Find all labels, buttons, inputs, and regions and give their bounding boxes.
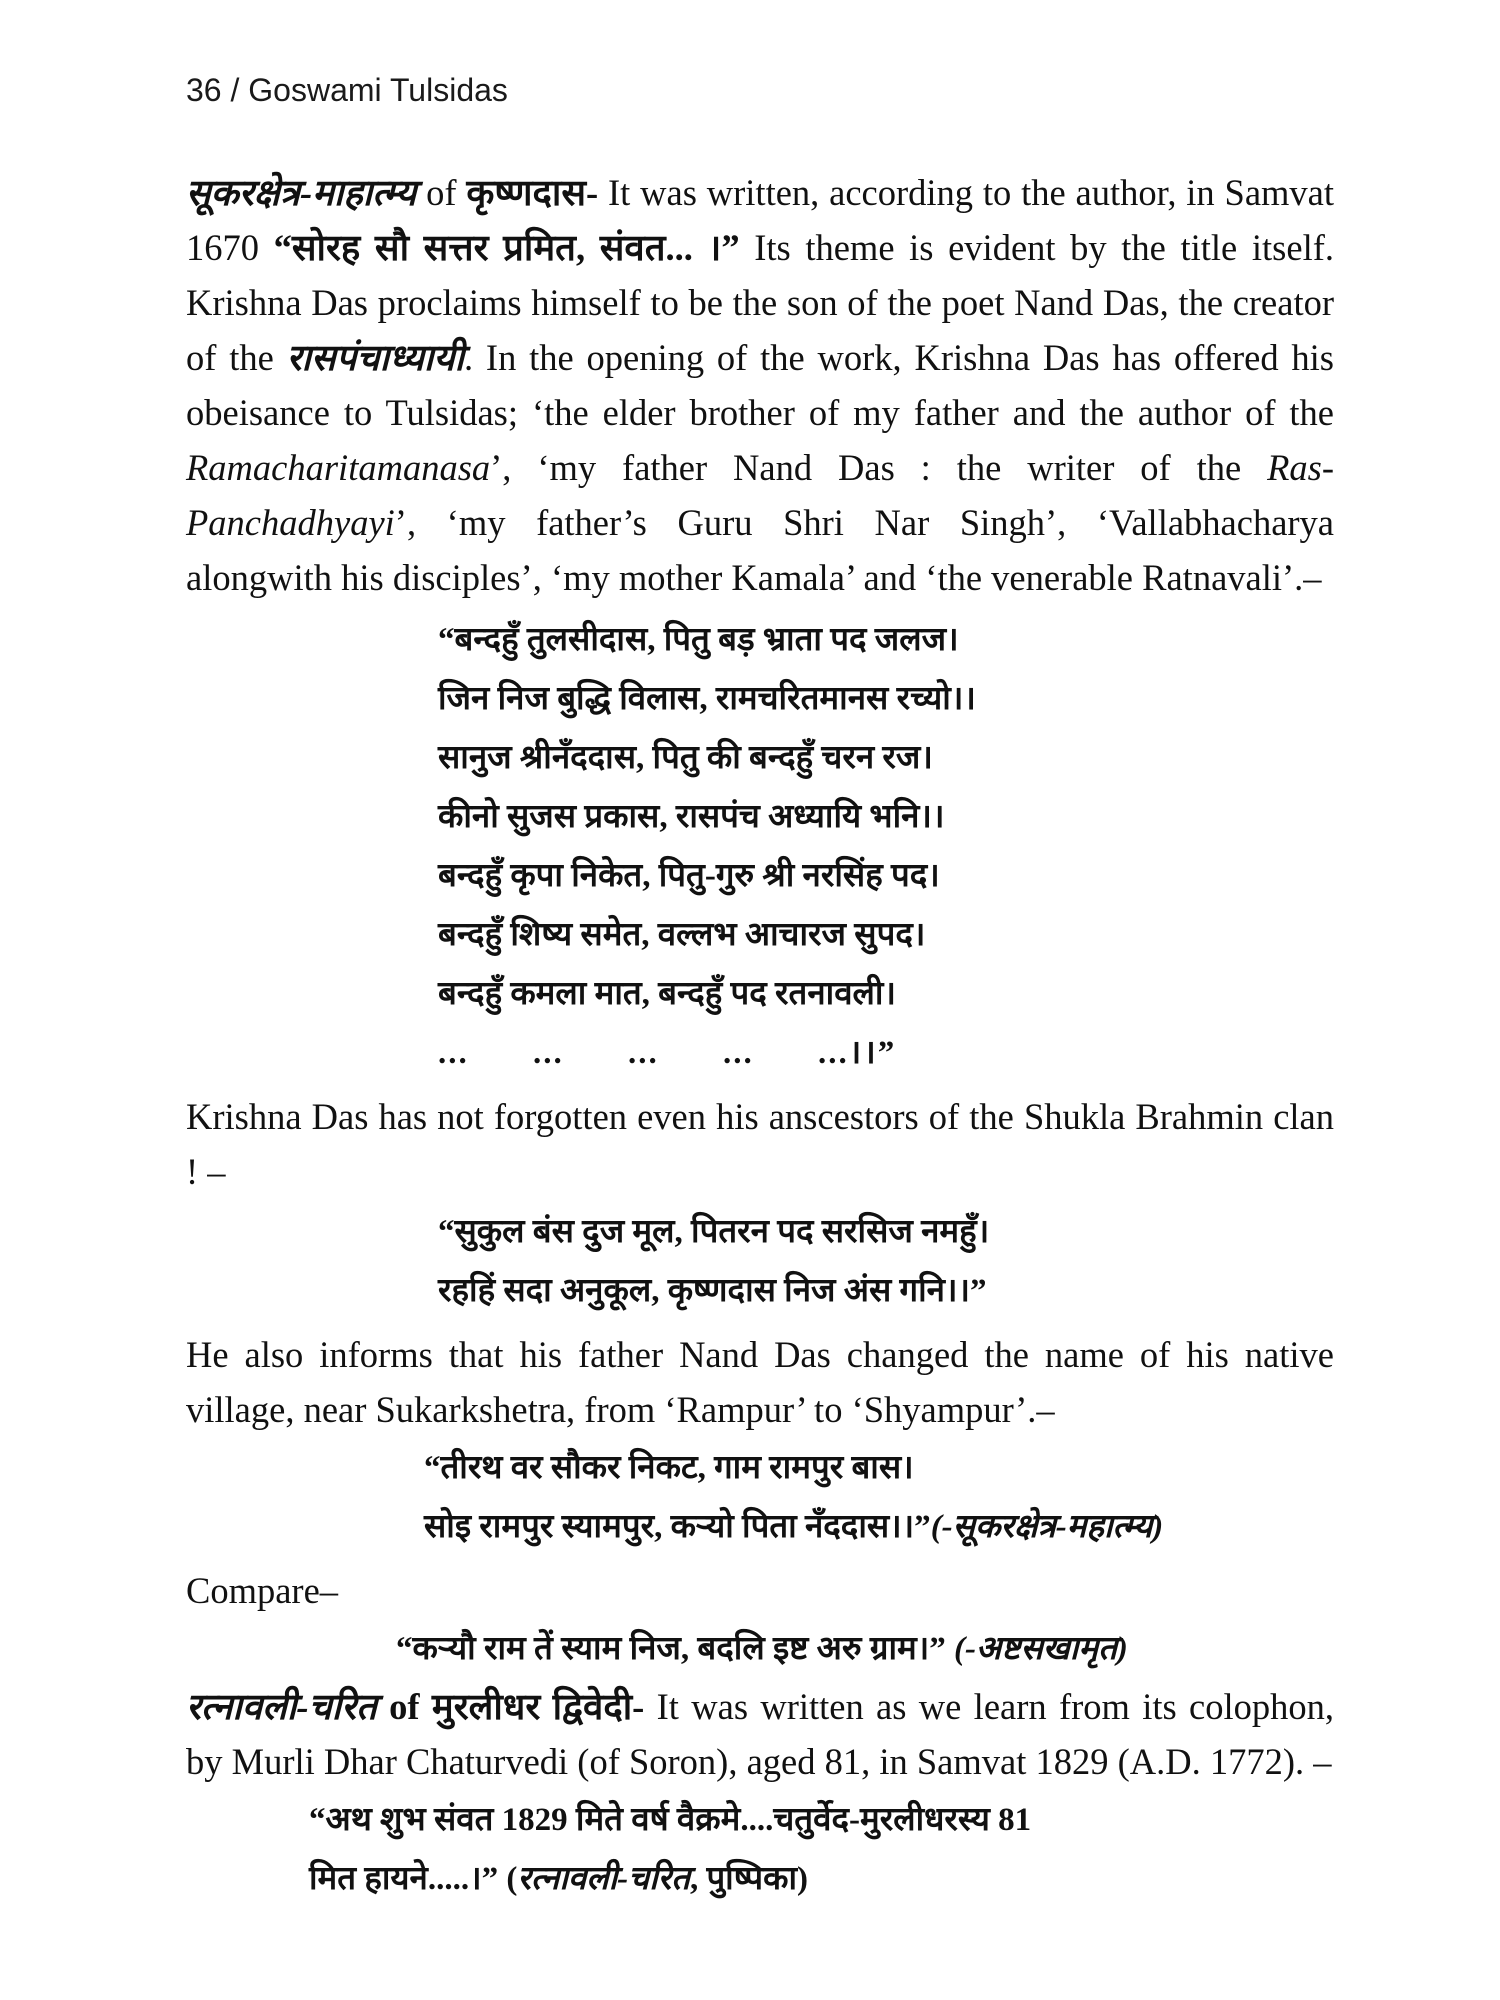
verse-line: बन्दहुँ कृपा निकेत, पितु-गुरु श्री नरसिंह पद।	[438, 858, 940, 894]
paragraph-sukarkshetra	[186, 165, 1334, 605]
paragraph-ratnavali	[186, 1679, 1334, 1789]
verse-line: कीनो सुजस प्रकास, रासपंच अध्यायि भनि।।	[438, 799, 945, 835]
verse-line: सानुज श्रीनँददास, पितु की बन्दहुँ चरन रज।	[438, 740, 933, 776]
verse-line: रहहिं सदा अनुकूल, कृष्णदास निज अंस गनि।।”	[438, 1273, 987, 1309]
of-word: of	[376, 1686, 432, 1727]
page-body	[186, 165, 1334, 1909]
verse-text: मित हायने.....।”	[309, 1861, 499, 1897]
verse-line: जिन निज बुद्धि विलास, रामचरितमानस रच्यो।।	[438, 681, 976, 717]
verse-text: “कर्‍यौ राम तें स्याम निज, बदलि इष्ट अरु ग्राम।”	[396, 1631, 946, 1667]
verse-line: बन्दहुँ शिष्य समेत, वल्लभ आचारज सुपद।	[438, 917, 926, 953]
verse-block-3	[424, 1439, 1334, 1557]
author-name-hindi: मुरलीधर द्विवेदी-	[431, 1686, 645, 1727]
verse-source: (-अष्टसखामृत)	[954, 1631, 1128, 1667]
verse-line: “सुकुल बंस दुज मूल, पितरन पद सरसिज नमहुँ।	[438, 1214, 990, 1250]
work-title-italic: Ras-Panchadhyayi	[186, 447, 1334, 543]
author-name-hindi: कृष्णदास-	[466, 172, 599, 213]
verse-line: बन्दहुँ कमला मात, बन्दहुँ पद रतनावली।	[438, 976, 896, 1012]
text-segment: ’, ‘my father Nand Das : the writer of the	[490, 447, 1268, 488]
inline-quote-hindi: “सोरह सौ सत्तर प्रमित, संवत... ।”	[273, 227, 740, 268]
verse-block-5	[309, 1791, 1334, 1909]
verse-source-rest: , पुष्पिका)	[689, 1861, 808, 1897]
paragraph-village: He also informs that his father Nand Das changed the name of his native village, near Sukarkshetra, from ‘Rampur’ to ‘Shyampur’.–	[186, 1334, 1334, 1430]
text-segment: . In the opening of the work, Krishna Das has offered his obeisance to Tulsidas; ‘the elder brother of my father and the author of the	[186, 337, 1334, 433]
text-segment: Its theme is evident by the title itself. Krishna Das proclaims himself to be the son of the poet Nand Das, the creator of the	[186, 227, 1334, 378]
verse-source-title: रत्नावली-चरित	[517, 1861, 690, 1897]
running-head: 36 / Goswami Tulsidas	[186, 72, 508, 108]
verse-line: “अथ शुभ संवत 1829 मिते वर्ष वैक्रमे....चतुर्वेद-मुरलीधरस्य 81	[309, 1802, 1032, 1838]
work-title-hindi: रत्नावली-चरित	[186, 1686, 377, 1727]
verse-line: “तीरथ वर सौकर निकट, गाम रामपुर बास।	[424, 1450, 914, 1486]
verse-block-4	[396, 1620, 1334, 1679]
verse-line	[309, 1850, 1334, 1909]
text-segment: ’, ‘my father’s Guru Shri Nar Singh’, ‘Vallabhacharya alongwith his disciples’, ‘my mother Kamala’ and ‘the venerable Ratnavali’.–	[186, 502, 1334, 598]
work-title-italic: Ramacharitamanasa	[186, 447, 491, 488]
verse-line	[396, 1620, 1334, 1679]
verse-line: “बन्दहुँ तुलसीदास, पितु बड़ भ्राता पद जलज।	[438, 622, 959, 658]
verse-text: सोइ रामपुर स्यामपुर, कर्‍यो पिता नँददास।।”	[424, 1509, 931, 1545]
work-title-hindi: रासपंचाध्यायी	[286, 337, 464, 378]
verse-source: (-सूकरक्षेत्र-महात्म्य)	[930, 1509, 1164, 1545]
verse-block-2	[438, 1203, 1334, 1321]
source-paren: (	[506, 1861, 518, 1897]
paragraph-ancestors: Krishna Das has not forgotten even his anscestors of the Shukla Brahmin clan ! –	[186, 1096, 1334, 1192]
verse-line	[424, 1498, 1334, 1557]
text-segment: It was written, according to the author, in Samvat 1670	[186, 172, 1335, 268]
compare-label: Compare–	[186, 1570, 339, 1611]
verse-block-1	[438, 611, 1334, 1083]
verse-ellipsis-line: ... ... ... ... ...।।”	[438, 1035, 897, 1071]
of-word: of	[416, 172, 467, 213]
work-title-hindi: सूकरक्षेत्र-माहात्म्य	[186, 172, 417, 213]
text-segment: It was written as we learn from its colophon, by Murli Dhar Chaturvedi (of Soron), aged 81, in Samvat 1829 (A.D. 1772). –	[186, 1686, 1335, 1782]
